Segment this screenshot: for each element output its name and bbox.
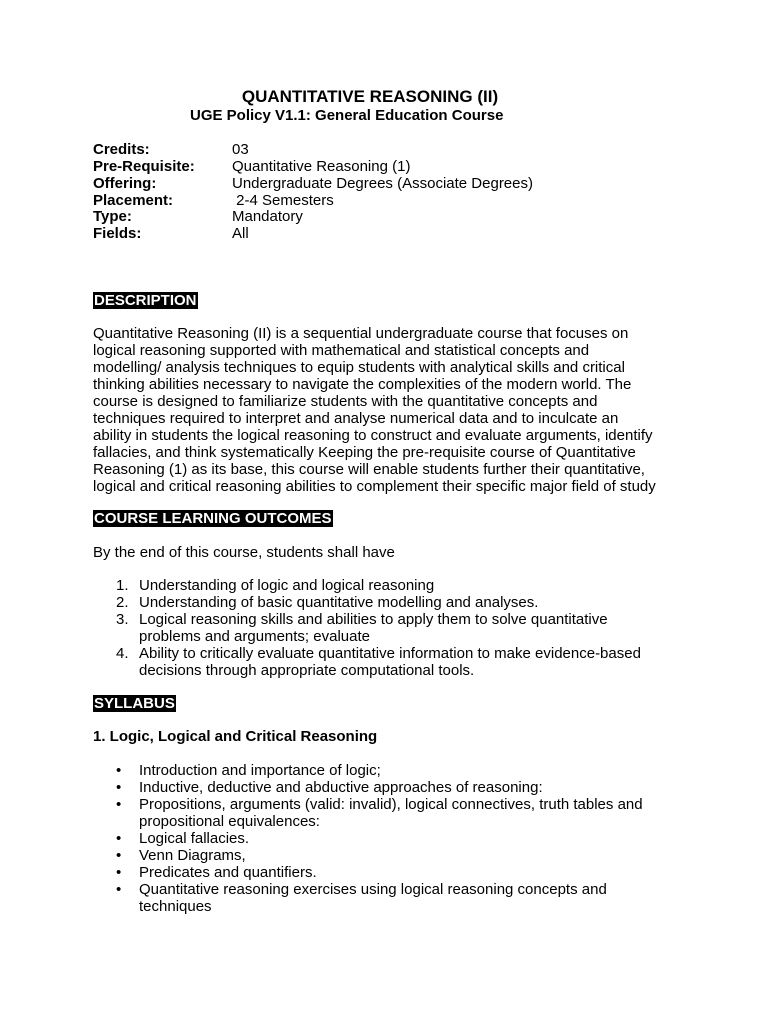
list-item-text: techniques xyxy=(139,898,212,915)
fields-value: All xyxy=(232,225,249,242)
outcomes-heading: COURSE LEARNING OUTCOMES xyxy=(94,510,332,527)
list-item-text: Logical reasoning skills and abilities to apply them to solve quantitative xyxy=(139,611,608,628)
prerequisite-value: Quantitative Reasoning (1) xyxy=(232,158,411,175)
list-item xyxy=(116,864,676,881)
placement-label: Placement: xyxy=(93,192,174,209)
outcomes-list xyxy=(116,577,676,679)
fields-label: Fields: xyxy=(93,225,142,242)
type-value: Mandatory xyxy=(232,208,303,225)
description-line: Reasoning (1) as its base, this course will enable students further their quantitative, xyxy=(93,461,645,478)
bullet-icon: • xyxy=(116,779,122,796)
list-item-text: Quantitative reasoning exercises using logical reasoning concepts and xyxy=(139,881,607,898)
list-item-text: Venn Diagrams, xyxy=(139,847,246,864)
description-heading: DESCRIPTION xyxy=(94,292,197,309)
list-item xyxy=(116,645,676,679)
list-item-text: Ability to critically evaluate quantitative information to make evidence-based xyxy=(139,645,641,662)
syllabus-heading: SYLLABUS xyxy=(94,695,175,712)
bullet-icon: • xyxy=(116,847,122,864)
list-number: 1. xyxy=(116,577,129,594)
credits-value: 03 xyxy=(232,141,249,158)
bullet-icon: • xyxy=(116,762,122,779)
description-line: logical and critical reasoning abilities to complement their specific major field of study xyxy=(93,478,656,495)
list-item-text: decisions through appropriate computational tools. xyxy=(139,662,475,679)
offering-label: Offering: xyxy=(93,175,157,192)
list-item xyxy=(116,830,676,847)
offering-value: Undergraduate Degrees (Associate Degrees) xyxy=(232,175,533,192)
description-line: logical reasoning supported with mathematical and statistical concepts and xyxy=(93,342,590,359)
description-line: techniques required to interpret and analyse numerical data and to inculcate an xyxy=(93,410,619,427)
list-item-text: Logical fallacies. xyxy=(139,830,250,847)
prerequisite-label: Pre-Requisite: xyxy=(93,158,195,175)
list-item xyxy=(116,881,676,915)
list-item xyxy=(116,779,676,796)
description-line: thinking abilities necessary to navigate the complexities of the modern world. The xyxy=(93,376,632,393)
outcomes-intro: By the end of this course, students shall have xyxy=(93,544,395,561)
list-item xyxy=(116,611,676,645)
list-number: 3. xyxy=(116,611,129,628)
syllabus-topic-list xyxy=(116,762,676,915)
bullet-icon: • xyxy=(116,796,122,813)
list-item xyxy=(116,847,676,864)
list-item-text: Propositions, arguments (valid: invalid), logical connectives, truth tables and xyxy=(139,796,643,813)
credits-label: Credits: xyxy=(93,141,150,158)
description-paragraph xyxy=(93,325,693,495)
type-label: Type: xyxy=(93,208,132,225)
list-item xyxy=(116,577,676,594)
list-item-text: Understanding of basic quantitative modelling and analyses. xyxy=(139,594,539,611)
description-line: Quantitative Reasoning (II) is a sequential undergraduate course that focuses on xyxy=(93,325,629,342)
description-line: fallacies, and think systematically Keeping the pre-requisite course of Quantitative xyxy=(93,444,636,461)
list-item-text: Introduction and importance of logic; xyxy=(139,762,381,779)
placement-value: 2-4 Semesters xyxy=(232,192,334,209)
list-item-text: Understanding of logic and logical reasoning xyxy=(139,577,435,594)
page-subtitle: UGE Policy V1.1: General Education Course xyxy=(190,107,504,124)
syllabus-section-title: 1. Logic, Logical and Critical Reasoning xyxy=(93,728,378,745)
description-line: course is designed to familiarize students with the quantitative concepts and xyxy=(93,393,598,410)
list-item xyxy=(116,762,676,779)
bullet-icon: • xyxy=(116,830,122,847)
list-item-text: propositional equivalences: xyxy=(139,813,320,830)
bullet-icon: • xyxy=(116,881,122,898)
list-number: 4. xyxy=(116,645,129,662)
list-item-text: Predicates and quantifiers. xyxy=(139,864,317,881)
page-title: QUANTITATIVE REASONING (II) xyxy=(241,87,499,106)
list-item-text: Inductive, deductive and abductive approaches of reasoning: xyxy=(139,779,543,796)
description-line: ability in students the logical reasoning to construct and evaluate arguments, identify xyxy=(93,427,653,444)
list-item-text: problems and arguments; evaluate xyxy=(139,628,370,645)
list-item xyxy=(116,594,676,611)
list-number: 2. xyxy=(116,594,129,611)
description-line: modelling/ analysis techniques to equip students with analytical skills and critical xyxy=(93,359,625,376)
bullet-icon: • xyxy=(116,864,122,881)
list-item xyxy=(116,796,676,830)
